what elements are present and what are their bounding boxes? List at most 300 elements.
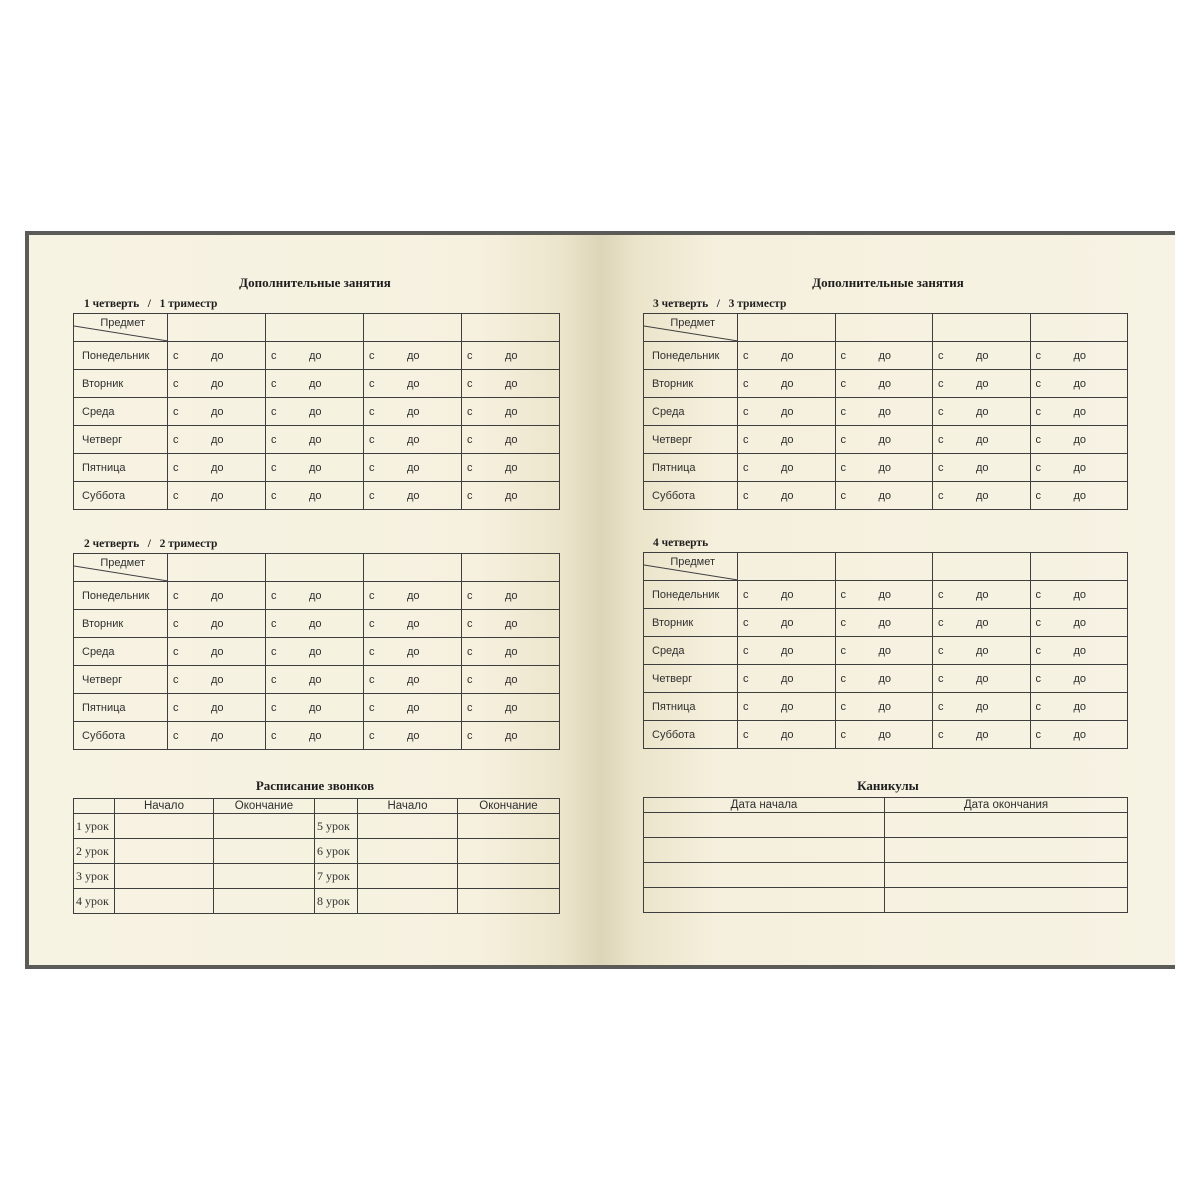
time-slot-cell[interactable]	[1030, 581, 1128, 609]
from-label: с	[840, 461, 846, 474]
from-label: с	[173, 673, 179, 686]
day-row	[74, 370, 560, 398]
time-slot-cell[interactable]	[364, 610, 462, 638]
time-slot-cell[interactable]	[462, 666, 560, 694]
day-row	[644, 581, 1128, 609]
lesson-label: 8 урок	[315, 889, 358, 914]
subject-header-cell	[644, 553, 738, 581]
to-label: до	[1073, 405, 1087, 418]
holiday-start-cell[interactable]	[644, 863, 885, 888]
time-slot-cell[interactable]	[835, 665, 933, 693]
time-slot-cell[interactable]	[266, 398, 364, 426]
from-label: с	[1035, 433, 1041, 446]
day-row	[74, 582, 560, 610]
day-label: Четверг	[644, 426, 738, 454]
time-slot-cell[interactable]	[364, 638, 462, 666]
time-slot-cell[interactable]	[738, 721, 836, 749]
day-label: Понедельник	[74, 342, 168, 370]
time-slot-cell[interactable]	[364, 370, 462, 398]
to-label: до	[505, 701, 518, 714]
to-label: до	[407, 701, 420, 714]
time-slot-cell[interactable]	[266, 582, 364, 610]
from-label: с	[271, 673, 277, 686]
time-slot-cell[interactable]	[364, 398, 462, 426]
from-label: с	[369, 377, 375, 390]
time-slot-cell[interactable]	[1030, 609, 1128, 637]
holidays-title: Каникулы	[857, 778, 919, 793]
time-slot-cell[interactable]	[266, 694, 364, 722]
time-slot-cell[interactable]	[738, 693, 836, 721]
holiday-row	[644, 888, 1128, 913]
to-label: до	[407, 377, 420, 390]
subject-name-cell[interactable]	[364, 554, 462, 582]
from-label: с	[467, 433, 473, 446]
holiday-row	[644, 813, 1128, 838]
day-label: Среда	[74, 398, 168, 426]
time-slot-cell[interactable]	[835, 370, 933, 398]
time-slot-cell[interactable]	[835, 693, 933, 721]
time-slot-cell[interactable]	[1030, 426, 1128, 454]
from-label: с	[1035, 405, 1041, 418]
to-label: до	[505, 433, 518, 446]
subject-name-cell[interactable]	[1030, 553, 1128, 581]
subject-header-cell	[74, 554, 168, 582]
term-label-1: 1 четверть / 1 триместр	[84, 298, 218, 310]
subject-name-cell[interactable]	[835, 314, 933, 342]
to-label: до	[309, 701, 322, 714]
time-slot-cell[interactable]	[266, 342, 364, 370]
holiday-end-cell[interactable]	[885, 888, 1128, 913]
to-label: до	[309, 349, 322, 362]
to-label: до	[1073, 461, 1087, 474]
day-row	[644, 370, 1128, 398]
term-label-4: 4 четверть	[653, 537, 709, 549]
start-time-cell[interactable]	[358, 889, 458, 914]
time-slot-cell[interactable]	[266, 722, 364, 750]
to-label: до	[211, 377, 224, 390]
end-time-cell[interactable]	[214, 814, 315, 839]
from-label: с	[271, 701, 277, 714]
to-label: до	[878, 433, 892, 446]
time-slot-cell[interactable]	[738, 637, 836, 665]
time-slot-cell[interactable]	[462, 638, 560, 666]
from-label: с	[271, 489, 277, 502]
time-slot-cell[interactable]	[1030, 693, 1128, 721]
to-label: до	[1073, 644, 1087, 657]
time-slot-cell[interactable]	[168, 638, 266, 666]
start-time-cell[interactable]	[358, 839, 458, 864]
right-page	[601, 235, 1175, 965]
start-time-cell[interactable]	[358, 864, 458, 889]
from-label: с	[173, 701, 179, 714]
from-label: с	[173, 645, 179, 658]
day-label: Вторник	[644, 609, 738, 637]
holiday-start-cell[interactable]	[644, 838, 885, 863]
time-slot-cell[interactable]	[835, 454, 933, 482]
to-label: до	[211, 349, 224, 362]
time-slot-cell[interactable]	[835, 342, 933, 370]
to-label: до	[211, 489, 224, 502]
day-row	[644, 721, 1128, 749]
time-slot-cell[interactable]	[462, 482, 560, 510]
holiday-start-cell[interactable]	[644, 888, 885, 913]
to-label: до	[976, 349, 989, 362]
time-slot-cell[interactable]	[168, 342, 266, 370]
time-slot-cell[interactable]	[1030, 482, 1128, 510]
to-label: до	[309, 461, 322, 474]
from-label: с	[743, 588, 749, 601]
to-label: до	[878, 377, 892, 390]
time-slot-cell[interactable]	[462, 370, 560, 398]
time-slot-cell[interactable]	[168, 370, 266, 398]
subject-name-cell[interactable]	[1030, 314, 1128, 342]
time-slot-cell[interactable]	[168, 694, 266, 722]
time-slot-cell[interactable]	[364, 582, 462, 610]
to-label: до	[505, 729, 518, 742]
subject-name-cell[interactable]	[738, 553, 836, 581]
time-slot-cell[interactable]	[168, 610, 266, 638]
from-label: с	[467, 461, 473, 474]
time-slot-cell[interactable]	[1030, 721, 1128, 749]
subject-name-cell[interactable]	[168, 314, 266, 342]
time-slot-cell[interactable]	[364, 666, 462, 694]
bell-schedule-table	[73, 798, 560, 914]
from-label: с	[173, 489, 179, 502]
from-label: с	[743, 644, 749, 657]
holiday-end-cell[interactable]	[885, 863, 1128, 888]
to-label: до	[1073, 728, 1087, 741]
from-label: с	[1035, 349, 1041, 362]
time-slot-cell[interactable]	[266, 454, 364, 482]
time-slot-cell[interactable]	[462, 722, 560, 750]
time-slot-cell[interactable]	[364, 454, 462, 482]
to-label: до	[211, 729, 224, 742]
time-slot-cell[interactable]	[933, 693, 1031, 721]
day-label: Среда	[644, 637, 738, 665]
from-label: с	[271, 461, 277, 474]
to-label: до	[505, 489, 518, 502]
time-slot-cell[interactable]	[462, 694, 560, 722]
to-label: до	[309, 645, 322, 658]
to-label: до	[407, 617, 420, 630]
time-slot-cell[interactable]	[835, 721, 933, 749]
end-time-cell[interactable]	[214, 864, 315, 889]
to-label: до	[781, 489, 794, 502]
time-slot-cell[interactable]	[1030, 370, 1128, 398]
to-label: до	[211, 405, 224, 418]
from-label: с	[840, 588, 846, 601]
lesson-label: 7 урок	[315, 864, 358, 889]
time-slot-cell[interactable]	[835, 426, 933, 454]
to-label: до	[309, 589, 322, 602]
to-label: до	[878, 489, 892, 502]
from-label: с	[938, 588, 944, 601]
term-label-3: 3 четверть / 3 триместр	[653, 298, 787, 310]
to-label: до	[211, 617, 224, 630]
to-label: до	[781, 433, 794, 446]
time-slot-cell[interactable]	[738, 426, 836, 454]
to-label: до	[211, 433, 224, 446]
day-row	[74, 398, 560, 426]
time-slot-cell[interactable]	[738, 398, 836, 426]
end-time-cell[interactable]	[458, 889, 560, 914]
time-slot-cell[interactable]	[738, 370, 836, 398]
to-label: до	[407, 489, 420, 502]
from-label: с	[271, 617, 277, 630]
from-label: с	[467, 489, 473, 502]
to-label: до	[407, 349, 420, 362]
from-label: с	[467, 617, 473, 630]
from-label: с	[271, 729, 277, 742]
schedule-table-3	[643, 313, 1128, 510]
time-slot-cell[interactable]	[933, 609, 1031, 637]
day-row	[644, 665, 1128, 693]
time-slot-cell[interactable]	[933, 721, 1031, 749]
to-label: до	[878, 700, 892, 713]
to-label: до	[976, 461, 989, 474]
start-time-cell[interactable]	[115, 814, 214, 839]
day-label: Четверг	[74, 426, 168, 454]
from-label: с	[369, 589, 375, 602]
time-slot-cell[interactable]	[462, 342, 560, 370]
time-slot-cell[interactable]	[168, 482, 266, 510]
holiday-row	[644, 863, 1128, 888]
from-label: с	[467, 673, 473, 686]
subject-name-cell[interactable]	[462, 554, 560, 582]
time-slot-cell[interactable]	[835, 609, 933, 637]
to-label: до	[976, 616, 989, 629]
to-label: до	[407, 673, 420, 686]
subject-header-cell	[644, 314, 738, 342]
day-label: Пятница	[74, 454, 168, 482]
subject-name-cell[interactable]	[835, 553, 933, 581]
from-label: с	[938, 644, 944, 657]
time-slot-cell[interactable]	[835, 581, 933, 609]
from-label: с	[938, 700, 944, 713]
to-label: до	[1073, 377, 1087, 390]
from-label: с	[369, 673, 375, 686]
to-label: до	[505, 673, 518, 686]
to-label: до	[505, 405, 518, 418]
day-row	[74, 638, 560, 666]
from-label: с	[938, 489, 944, 502]
to-label: до	[1073, 672, 1087, 685]
to-label: до	[1073, 616, 1087, 629]
end-time-cell[interactable]	[214, 889, 315, 914]
day-row	[74, 610, 560, 638]
day-label: Суббота	[644, 721, 738, 749]
bells-header-cell: Окончание	[214, 799, 315, 814]
day-row	[644, 426, 1128, 454]
from-label: с	[173, 729, 179, 742]
time-slot-cell[interactable]	[933, 637, 1031, 665]
end-time-cell[interactable]	[458, 864, 560, 889]
to-label: до	[976, 433, 989, 446]
time-slot-cell[interactable]	[266, 666, 364, 694]
time-slot-cell[interactable]	[168, 454, 266, 482]
time-slot-cell[interactable]	[835, 482, 933, 510]
to-label: до	[781, 672, 794, 685]
time-slot-cell[interactable]	[933, 454, 1031, 482]
from-label: с	[1035, 672, 1041, 685]
from-label: с	[840, 616, 846, 629]
to-label: до	[1073, 489, 1087, 502]
time-slot-cell[interactable]	[462, 398, 560, 426]
time-slot-cell[interactable]	[933, 342, 1031, 370]
to-label: до	[781, 644, 794, 657]
subject-name-cell[interactable]	[364, 314, 462, 342]
from-label: с	[271, 377, 277, 390]
time-slot-cell[interactable]	[1030, 637, 1128, 665]
day-row	[644, 637, 1128, 665]
time-slot-cell[interactable]	[835, 398, 933, 426]
day-label: Вторник	[74, 610, 168, 638]
holidays-table	[643, 797, 1128, 913]
from-label: с	[1035, 461, 1041, 474]
to-label: до	[309, 377, 322, 390]
time-slot-cell[interactable]	[933, 426, 1031, 454]
time-slot-cell[interactable]	[168, 666, 266, 694]
bell-row	[74, 839, 560, 864]
to-label: до	[309, 673, 322, 686]
time-slot-cell[interactable]	[1030, 454, 1128, 482]
time-slot-cell[interactable]	[462, 610, 560, 638]
time-slot-cell[interactable]	[266, 610, 364, 638]
time-slot-cell[interactable]	[364, 426, 462, 454]
from-label: с	[467, 645, 473, 658]
from-label: с	[743, 405, 749, 418]
time-slot-cell[interactable]	[462, 582, 560, 610]
to-label: до	[781, 700, 794, 713]
bells-header-cell: Окончание	[458, 799, 560, 814]
to-label: до	[309, 729, 322, 742]
start-time-cell[interactable]	[115, 864, 214, 889]
from-label: с	[369, 489, 375, 502]
to-label: до	[505, 461, 518, 474]
time-slot-cell[interactable]	[462, 454, 560, 482]
to-label: до	[211, 461, 224, 474]
start-time-cell[interactable]	[358, 814, 458, 839]
time-slot-cell[interactable]	[933, 398, 1031, 426]
subject-header-label: Предмет	[100, 557, 145, 569]
time-slot-cell[interactable]	[266, 638, 364, 666]
start-time-cell[interactable]	[115, 889, 214, 914]
from-label: с	[173, 589, 179, 602]
day-row	[74, 694, 560, 722]
time-slot-cell[interactable]	[266, 426, 364, 454]
time-slot-cell[interactable]	[738, 482, 836, 510]
time-slot-cell[interactable]	[266, 482, 364, 510]
time-slot-cell[interactable]	[1030, 665, 1128, 693]
from-label: с	[369, 349, 375, 362]
day-label: Четверг	[644, 665, 738, 693]
from-label: с	[840, 377, 846, 390]
time-slot-cell[interactable]	[462, 426, 560, 454]
to-label: до	[309, 489, 322, 502]
to-label: до	[781, 728, 794, 741]
day-label: Понедельник	[644, 581, 738, 609]
time-slot-cell[interactable]	[933, 581, 1031, 609]
time-slot-cell[interactable]	[168, 398, 266, 426]
day-label: Пятница	[644, 454, 738, 482]
holiday-start-cell[interactable]	[644, 813, 885, 838]
lesson-label: 6 урок	[315, 839, 358, 864]
to-label: до	[407, 405, 420, 418]
to-label: до	[505, 589, 518, 602]
subject-name-cell[interactable]	[266, 314, 364, 342]
from-label: с	[271, 645, 277, 658]
time-slot-cell[interactable]	[738, 609, 836, 637]
from-label: с	[467, 701, 473, 714]
time-slot-cell[interactable]	[364, 342, 462, 370]
left-page	[29, 235, 601, 965]
day-row	[74, 482, 560, 510]
subject-name-cell[interactable]	[933, 314, 1031, 342]
time-slot-cell[interactable]	[738, 342, 836, 370]
from-label: с	[840, 700, 846, 713]
end-time-cell[interactable]	[214, 839, 315, 864]
to-label: до	[976, 700, 989, 713]
subject-name-cell[interactable]	[933, 553, 1031, 581]
time-slot-cell[interactable]	[933, 482, 1031, 510]
subject-name-cell[interactable]	[266, 554, 364, 582]
to-label: до	[878, 349, 892, 362]
time-slot-cell[interactable]	[1030, 398, 1128, 426]
time-slot-cell[interactable]	[168, 722, 266, 750]
to-label: до	[1073, 700, 1087, 713]
start-time-cell[interactable]	[115, 839, 214, 864]
day-row	[644, 609, 1128, 637]
to-label: до	[976, 672, 989, 685]
subject-header-cell	[74, 314, 168, 342]
time-slot-cell[interactable]	[933, 370, 1031, 398]
time-slot-cell[interactable]	[933, 665, 1031, 693]
time-slot-cell[interactable]	[364, 722, 462, 750]
day-label: Суббота	[74, 482, 168, 510]
subject-name-cell[interactable]	[738, 314, 836, 342]
subject-name-cell[interactable]	[168, 554, 266, 582]
day-label: Вторник	[74, 370, 168, 398]
time-slot-cell[interactable]	[738, 454, 836, 482]
from-label: с	[840, 433, 846, 446]
to-label: до	[878, 672, 892, 685]
time-slot-cell[interactable]	[364, 482, 462, 510]
holiday-end-cell[interactable]	[885, 838, 1128, 863]
from-label: с	[743, 672, 749, 685]
end-time-cell[interactable]	[458, 814, 560, 839]
time-slot-cell[interactable]	[364, 694, 462, 722]
time-slot-cell[interactable]	[1030, 342, 1128, 370]
to-label: до	[309, 433, 322, 446]
time-slot-cell[interactable]	[168, 426, 266, 454]
time-slot-cell[interactable]	[738, 665, 836, 693]
holiday-end-cell[interactable]	[885, 813, 1128, 838]
time-slot-cell[interactable]	[738, 581, 836, 609]
subject-name-cell[interactable]	[462, 314, 560, 342]
from-label: с	[840, 405, 846, 418]
from-label: с	[840, 489, 846, 502]
time-slot-cell[interactable]	[168, 582, 266, 610]
end-time-cell[interactable]	[458, 839, 560, 864]
from-label: с	[173, 349, 179, 362]
time-slot-cell[interactable]	[266, 370, 364, 398]
day-label: Среда	[644, 398, 738, 426]
time-slot-cell[interactable]	[835, 637, 933, 665]
from-label: с	[173, 405, 179, 418]
to-label: до	[407, 589, 420, 602]
from-label: с	[369, 701, 375, 714]
from-label: с	[271, 433, 277, 446]
